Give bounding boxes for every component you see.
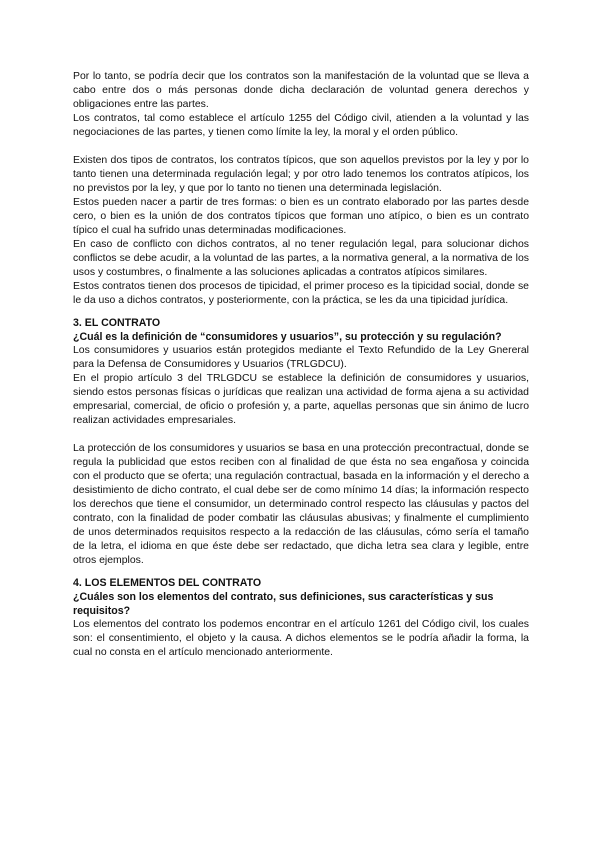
intro-paragraph-3: Existen dos tipos de contratos, los contratos típicos, que son aquellos previstos por la ley y por lo tanto tienen una determinada regulación legal; y por otro lado tenemos los contratos atípicos, los no previstos por la ley, y que por lo tanto no tienen una determinada legislación. bbox=[73, 155, 529, 194]
intro-paragraph-5: En caso de conflicto con dichos contratos, al no tener regulación legal, para solucionar dichos conflictos se debe acudir, a la voluntad de las partes, a la normativa general, a la normativa de los usos y costumbres, o finalmente a las soluciones aplicadas a contratos atípicos similares. bbox=[73, 239, 529, 278]
document-page bbox=[73, 70, 529, 660]
section-3-paragraph-1: Los consumidores y usuarios están protegidos mediante el Texto Refundido de la Ley Gnereral para la Defensa de Consumidores y Usuarios (TRLGDCU). bbox=[73, 345, 529, 370]
section-3-paragraph-2: En el propio artículo 3 del TRLGDCU se establece la definición de consumidores y usuarios, siendo estos personas físicas o jurídicas que realizan una actividad de forma ajena a su actividad empresarial, comercial, de oficio o profesión y, a parte, aquellas personas que sin ánimo de lucro realizan actividades empresariales. bbox=[73, 373, 529, 426]
section-4-heading: 4. LOS ELEMENTOS DEL CONTRATO bbox=[73, 577, 262, 589]
section-3-heading: 3. EL CONTRATO bbox=[73, 317, 161, 329]
section-4-paragraph-1: Los elementos del contrato los podemos encontrar en el artículo 1261 del Código civil, los cuales son: el consentimiento, el objeto y la causa. A dichos elementos se le podría añadir la forma, la cual no consta en el artículo mencionado anteriormente. bbox=[73, 619, 529, 658]
intro-paragraph-4: Estos pueden nacer a partir de tres formas: o bien es un contrato elaborado por las partes desde cero, o bien es la unión de dos contratos típicos que forman uno atípico, o bien es un contrato típico el cual ha sufrido unas determinadas modificaciones. bbox=[73, 197, 529, 236]
section-4-question: ¿Cuáles son los elementos del contrato, sus definiciones, sus características y sus requisitos? bbox=[73, 591, 494, 617]
intro-paragraph-6: Estos contratos tienen dos procesos de tipicidad, el primer proceso es la tipicidad social, donde se le da uso a dichos contratos, y posteriormente, con la práctica, se les da una tipicidad jurídica. bbox=[73, 281, 529, 306]
section-spacer bbox=[73, 568, 529, 576]
section-3-paragraph-3: La protección de los consumidores y usuarios se basa en una protección precontractual, donde se regula la publicidad que estos reciben con al finalidad de que ésta no sea engañosa y coincida con el producto que se oferta; una regulación contractual, basada en la información y el derecho a desistimiento de dicho contrato, el cual debe ser de como mínimo 14 días; la información respecto los derechos que tiene el consumidor, un determinado control respecto las cláusulas y pactos del contrato, con la finalidad de poder combatir las cláusulas abusivas; y finalmente el cumplimiento de unos determinados requisitos respecto a la redacción de las cláusulas, cómo sería el tamaño de la letra, el idioma en que éste debe ser redactado, que dicha letra sea clara y legible, entre otros ejemplos. bbox=[73, 443, 529, 566]
section-spacer bbox=[73, 308, 529, 316]
intro-paragraph-1: Por lo tanto, se podría decir que los contratos son la manifestación de la voluntad que se lleva a cabo entre dos o más personas donde dicha declaración de voluntad genera derechos y obligaciones entre las partes. bbox=[73, 71, 529, 110]
paragraph-spacer bbox=[73, 428, 529, 442]
intro-paragraph-2: Los contratos, tal como establece el artículo 1255 del Código civil, atienden a la voluntad y las negociaciones de las partes, y tienen como límite la ley, la moral y el orden público. bbox=[73, 113, 529, 138]
paragraph-spacer bbox=[73, 140, 529, 154]
section-3-question: ¿Cuál es la definición de “consumidores y usuarios”, su protección y su regulación? bbox=[73, 331, 502, 343]
